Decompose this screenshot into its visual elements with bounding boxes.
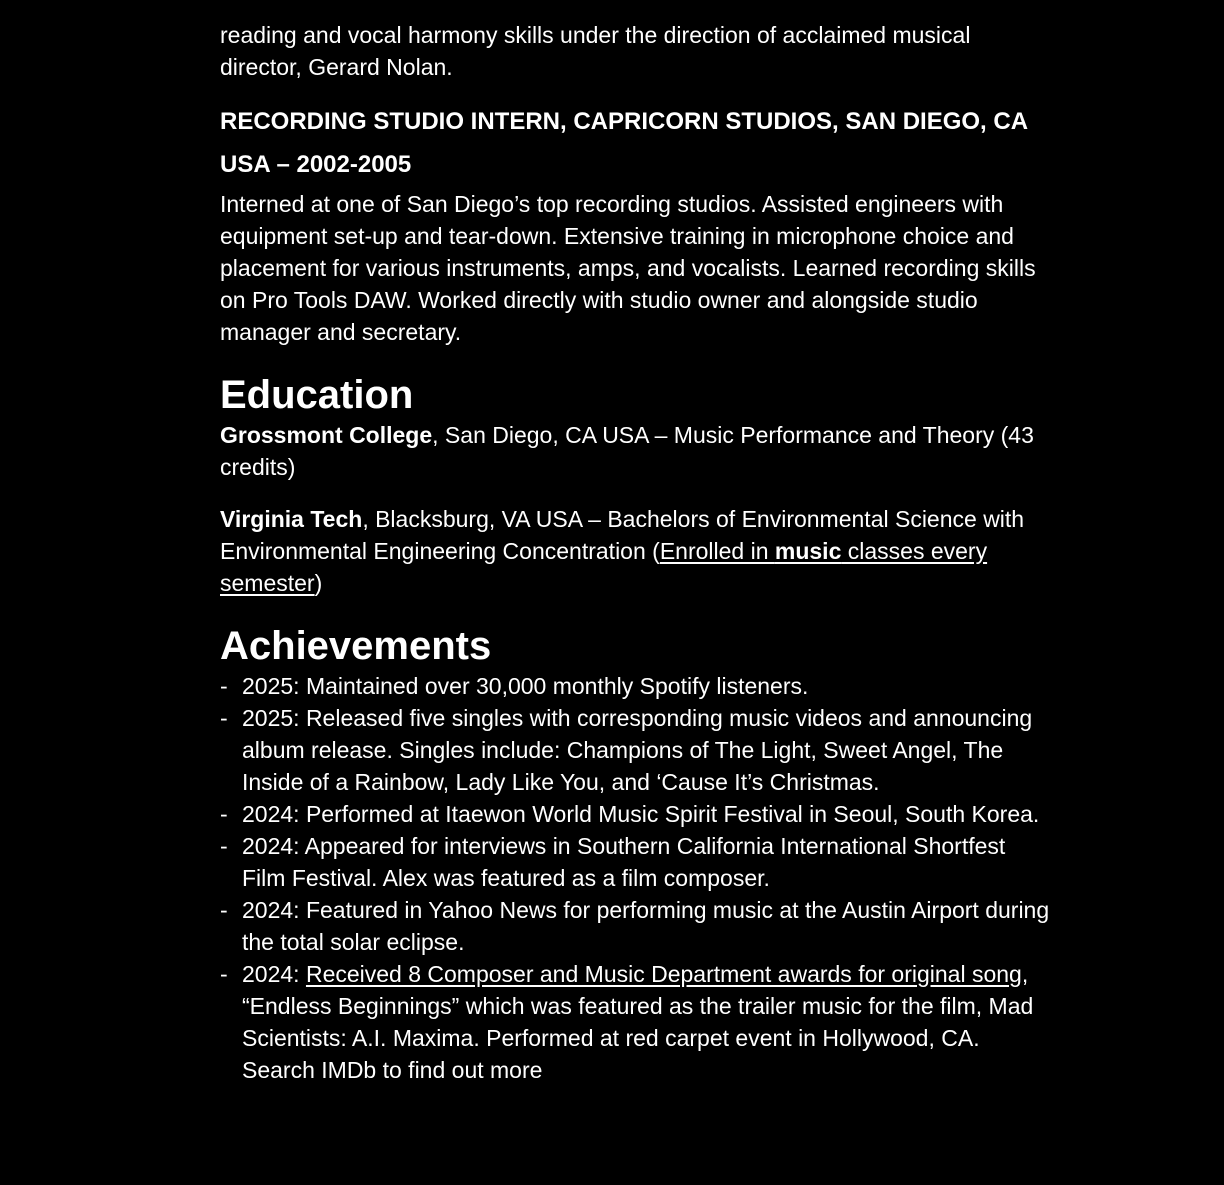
bullet-dash: - bbox=[220, 897, 228, 923]
list-item-text: 2024: Performed at Itaewon World Music Spirit Festival in Seoul, South Korea. bbox=[242, 801, 1040, 827]
achievements-heading: Achievements bbox=[220, 624, 492, 668]
list-item-prefix: 2024: bbox=[242, 961, 306, 987]
bullet-dash: - bbox=[220, 801, 228, 827]
education-heading: Education bbox=[220, 373, 414, 417]
education-item-grossmont bbox=[220, 419, 1050, 483]
list-item bbox=[220, 702, 1050, 798]
link-text: Enrolled in bbox=[659, 538, 775, 564]
list-item bbox=[220, 798, 1050, 830]
school-details: , Blacksburg, VA USA – Bachelors of Environmental Science with Environmental Engineering Concentration ( bbox=[220, 506, 1025, 564]
education-item-virginia-tech bbox=[220, 503, 1050, 599]
bullet-dash: - bbox=[220, 961, 228, 987]
list-item-text: 2025: Released five singles with corresponding music videos and announcing album release. Singles include: Champions of The Light, Sweet Angel, The Inside of a Rainbow, Lady Like You, and ‘Cause It’s Christmas. bbox=[242, 705, 1033, 795]
bullet-dash: - bbox=[220, 673, 228, 699]
list-item-text: 2024: Featured in Yahoo News for performing music at the Austin Airport during the total solar eclipse. bbox=[242, 897, 1050, 955]
resume-page bbox=[220, 0, 1050, 1086]
list-item bbox=[220, 830, 1050, 894]
school-details: , San Diego, CA USA – Music Performance and Theory (43 credits) bbox=[220, 422, 1034, 480]
bullet-dash: - bbox=[220, 705, 228, 731]
list-item-text: 2024: Appeared for interviews in Southern California International Shortfest Film Festival. Alex was featured as a film composer. bbox=[242, 833, 1006, 891]
link-text: classes every semester bbox=[220, 538, 988, 596]
list-item-suffix: , “Endless Beginnings” which was featured as the trailer music for the film, Mad Scientists: A.I. Maxima. Performed at red carpet event in Hollywood, CA. Search IMDb to find out more bbox=[242, 961, 1034, 1083]
link-bold-text: music bbox=[774, 538, 842, 564]
bullet-dash: - bbox=[220, 833, 228, 859]
job-title: RECORDING STUDIO INTERN, CAPRICORN STUDIOS, SAN DIEGO, CA USA – 2002-2005 bbox=[220, 108, 1028, 178]
awards-link[interactable]: Received 8 Composer and Music Department awards for original song bbox=[305, 961, 1022, 987]
list-item bbox=[220, 670, 1050, 702]
intro-paragraph: reading and vocal harmony skills under the direction of acclaimed musical director, Gerard Nolan. bbox=[220, 22, 971, 80]
list-item bbox=[220, 894, 1050, 958]
job-description: Interned at one of San Diego’s top recording studios. Assisted engineers with equipment set-up and tear-down. Extensive training in microphone choice and placement for various instruments, amps, and vocalists. Learned recording skills on Pro Tools DAW. Worked directly with studio owner and alongside studio manager and secretary. bbox=[220, 191, 1036, 345]
closing-paren: ) bbox=[314, 570, 323, 596]
list-item-text: 2025: Maintained over 30,000 monthly Spotify listeners. bbox=[242, 673, 809, 699]
school-name: Grossmont College bbox=[220, 422, 433, 448]
school-name: Virginia Tech bbox=[220, 506, 363, 532]
achievements-list bbox=[220, 670, 1050, 1086]
list-item bbox=[220, 958, 1050, 1086]
